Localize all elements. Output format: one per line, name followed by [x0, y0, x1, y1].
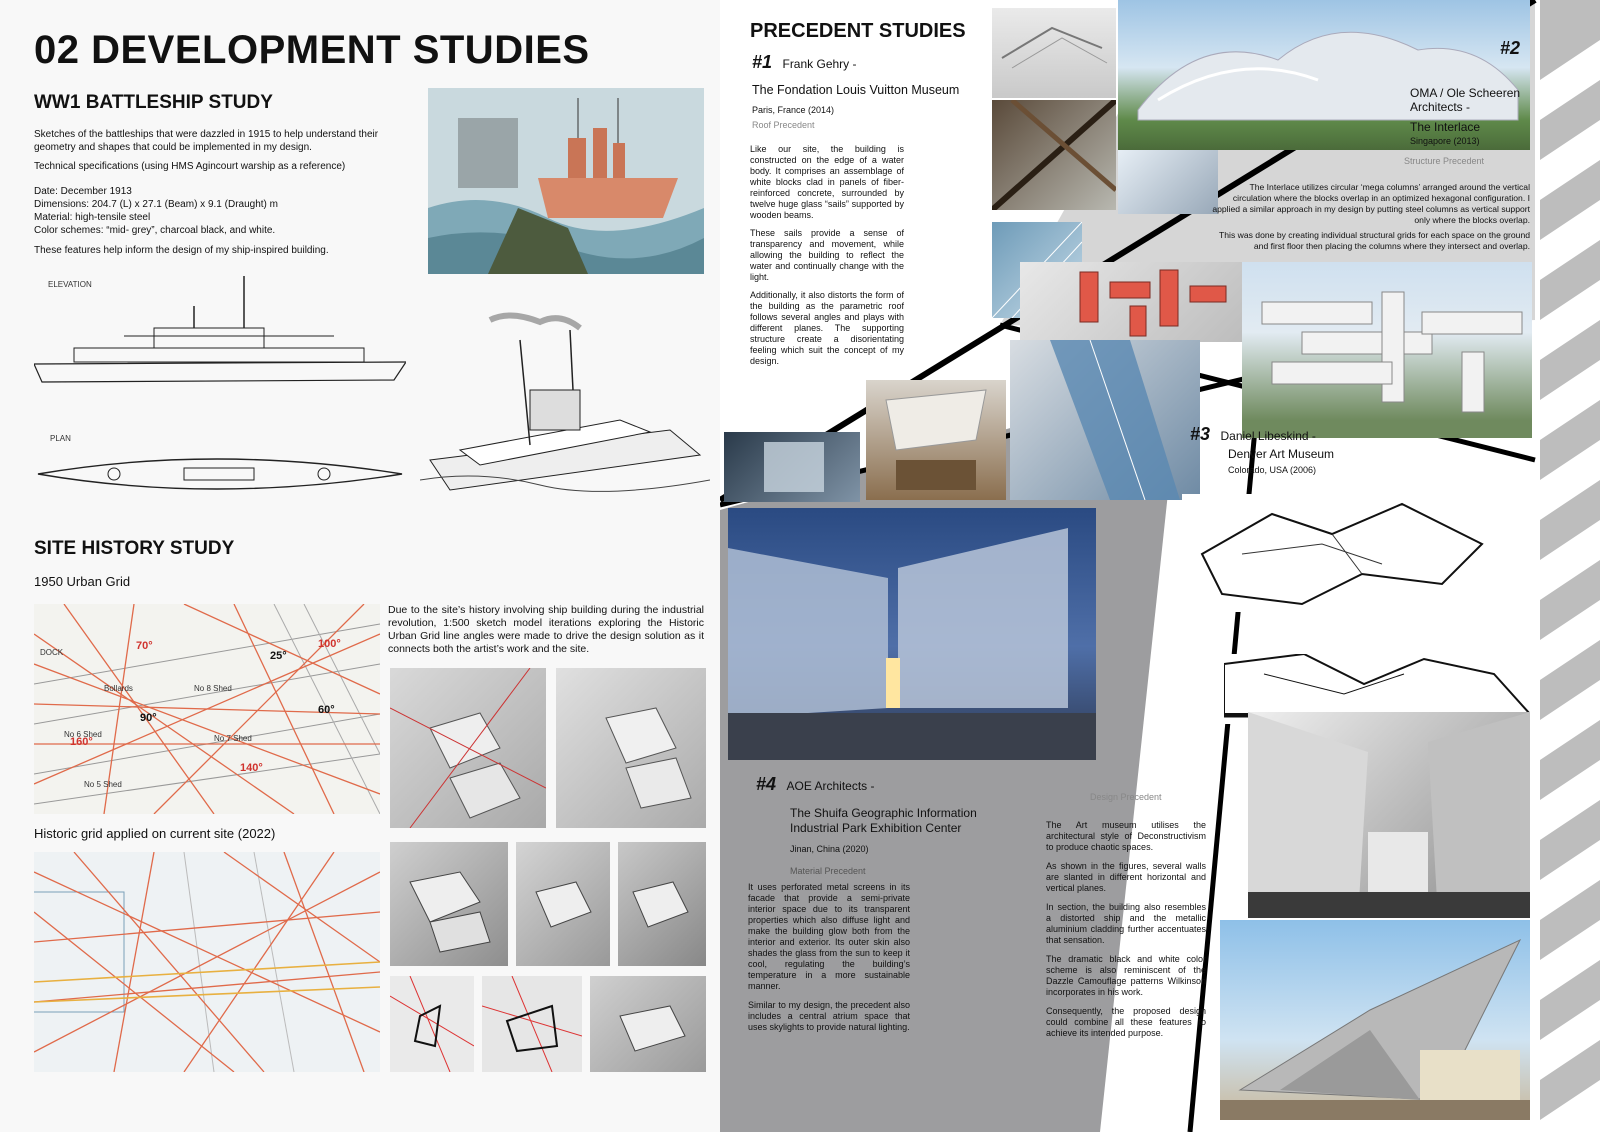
denver-plan-drawing	[1182, 494, 1506, 612]
battleship-color-illustration	[428, 88, 704, 274]
current-site-grid-map	[34, 852, 380, 1072]
sketch-model-photo-2	[556, 668, 706, 828]
urban-grid-1950-map	[34, 604, 380, 814]
interlace-building-photo	[1242, 262, 1532, 438]
precedent-1-project: The Fondation Louis Vuitton Museum	[752, 83, 960, 97]
precedent-heading: PRECEDENT STUDIES	[750, 20, 966, 42]
sketch-model-photo-5	[618, 842, 706, 966]
angle-140: 140°	[240, 762, 263, 774]
sketch-model-photo-1	[390, 668, 546, 828]
precedent-3-para-2: As shown in the figures, several walls are slanted in different horizontal and vertical planes.	[1046, 861, 1206, 893]
sketch-model-photo-8	[590, 976, 706, 1072]
battleship-elevation-sketch	[34, 276, 406, 386]
battleship-plan-sketch	[34, 430, 406, 510]
precedent-2-location: Singapore (2013)	[1410, 136, 1480, 146]
page-title: 02 DEVELOPMENT STUDIES	[34, 28, 590, 72]
precedent-3-text	[1046, 820, 1206, 1039]
left-page	[0, 0, 720, 1132]
shuifa-atrium-photo	[866, 380, 1006, 500]
precedent-3-block	[1190, 424, 1450, 475]
right-page	[720, 0, 1600, 1132]
precedent-3-number: #3	[1190, 424, 1211, 444]
precedent-1-architect: Frank Gehry -	[782, 57, 857, 71]
louis-vuitton-photo-beams	[992, 100, 1116, 210]
precedent-4-para-2: Similar to my design, the precedent also includes a central atrium space that uses skylights to provide natural lighting.	[748, 1000, 910, 1032]
angle-90: 90°	[140, 712, 157, 724]
tech-spec-title: Technical specifications (using HMS Agincourt warship as a reference)	[34, 161, 346, 172]
interlace-model-photo	[1020, 262, 1242, 342]
map-label-shed-8: No 8 Shed	[194, 684, 232, 693]
precedent-4-para-1: It uses perforated metal screens in its facade that provide a semi-private interior space due to its transparent properties which also diffuse light and make the building glow both from the interior and exterior. Its outer skin also shades the glass from the sun to keep it cool, regulating the building’s temperature in a more sustainable manner.	[748, 882, 910, 991]
battleship-perspective-sketch	[420, 310, 710, 500]
map-label-shed-6: No 6 Shed	[64, 730, 102, 739]
map-label-dock: DOCK	[40, 648, 64, 657]
denver-interior-photo	[1248, 712, 1530, 918]
sketch-model-photo-7	[482, 976, 582, 1072]
battleship-intro: Sketches of the battleships that were dazzled in 1915 to help understand their geometry and shapes that could be implemented in my design.	[34, 129, 379, 153]
spec-colors: Color schemes: “mid- grey”, charcoal black, and white.	[34, 225, 276, 236]
site-history-heading: SITE HISTORY STUDY	[34, 538, 235, 559]
grid-2022-label: Historic grid applied on current site (2022)	[34, 826, 276, 841]
plan-label: PLAN	[50, 434, 71, 443]
precedent-1-para-2: These sails provide a sense of transparency and movement, while allowing the building to reflect the water and continually change with the light.	[750, 228, 904, 282]
precedent-1-block	[752, 52, 982, 130]
shuifa-night-facade-photo	[728, 508, 1096, 760]
map-label-shed-5: No 5 Shed	[84, 780, 122, 789]
precedent-1-type: Roof Precedent	[752, 120, 815, 130]
precedent-2-text	[1210, 182, 1530, 252]
map-label-shed-7: No 7 Shed	[214, 734, 252, 743]
precedent-4-type: Material Precedent	[790, 866, 866, 876]
spec-date: Date: December 1913	[34, 186, 132, 197]
precedent-4-text	[748, 882, 910, 1033]
precedent-1-text	[750, 144, 904, 367]
precedent-2-para-1: The Interlace utilizes circular ‘mega columns’ arranged around the vertical circulation where the blocks overlap in an optimized hexagonal configuration. I applied a similar approach in my design by putting steel columns as vertical support only where the blocks overlap.	[1212, 182, 1530, 225]
map-label-bollards: Bollards	[104, 684, 133, 693]
precedent-3-project: Denver Art Museum	[1228, 447, 1335, 461]
angle-160: 160°	[70, 736, 93, 748]
shuifa-aerial-photo	[724, 432, 860, 502]
angle-70: 70°	[136, 640, 153, 652]
precedent-3-para-1: The Art museum utilises the architectural style of Deconstructivism to produce chaotic spaces.	[1046, 820, 1206, 852]
angle-100: 100°	[318, 638, 341, 650]
angle-60: 60°	[318, 704, 335, 716]
precedent-1-para-3: Additionally, it also distorts the form of the building as the parametric roof follows several angles and plays with different planes. The supporting structure create a disorientating feeling which suit the concept of my design.	[750, 290, 904, 366]
louis-vuitton-photo-sail	[1118, 150, 1218, 214]
precedent-2-architect: OMA / Ole Scheeren Architects -	[1410, 86, 1521, 114]
precedent-3-para-4: The dramatic black and white color scheme is also reminiscent of the Dazzle Camouflage patterns Wilkinson incorporates in his work.	[1046, 954, 1206, 997]
precedent-3-location: Colorado, USA (2006)	[1228, 465, 1317, 475]
precedent-4-block	[756, 774, 996, 795]
spec-material: Material: high-tensile steel	[34, 212, 151, 223]
spec-dimensions: Dimensions: 204.7 (L) x 27.1 (Beam) x 9.1 (Draught) m	[34, 199, 278, 210]
precedent-1-location: Paris, France (2014)	[752, 105, 835, 115]
sketch-model-photo-6	[390, 976, 474, 1072]
denver-exterior-photo	[1220, 920, 1530, 1120]
precedent-1-para-1: Like our site, the building is constructed on the edge of a water body. It comprises an assemblage of white blocks clad in panels of fiber-reinforced concrete, surrounded by twelve huge glass “sails” supported by wooden beams.	[750, 144, 904, 220]
precedent-3-para-3: In section, the building also resembles a distorted ship and the metallic aluminium cladding further accentuates that sensation.	[1046, 902, 1206, 945]
sketch-model-photo-4	[516, 842, 610, 966]
precedent-4-project: The Shuifa Geographic Information Industrial Park Exhibition Center	[790, 806, 977, 835]
precedent-3-type: Design Precedent	[1090, 792, 1162, 802]
urban-grid-1950-label: 1950 Urban Grid	[34, 574, 131, 589]
precedent-2-project: The Interlace	[1410, 120, 1481, 134]
precedent-2-para-2: This was done by creating individual structural grids for each space on the ground and first floor then placing the columns where they intersect and overlap.	[1219, 230, 1530, 251]
shuifa-skylight-photo	[1010, 340, 1200, 500]
battleship-heading: WW1 BATTLESHIP STUDY	[34, 92, 273, 113]
precedent-2-number: #2	[1500, 38, 1521, 58]
precedent-4-architect: AOE Architects -	[786, 779, 875, 793]
louis-vuitton-photo-roof	[992, 8, 1116, 98]
precedent-4-location: Jinan, China (2020)	[790, 844, 869, 854]
precedent-4-number: #4	[756, 774, 777, 794]
battleship-closing: These features help inform the design of my ship-inspired building.	[34, 245, 329, 256]
spec-list	[34, 185, 414, 237]
precedent-3-architect: Daniel Libeskind -	[1220, 429, 1316, 443]
precedent-1-number: #1	[752, 52, 773, 72]
precedent-2-type: Structure Precedent	[1404, 156, 1485, 166]
precedent-3-para-5: Consequently, the proposed design could combine all these features to achieve its intended purpose.	[1046, 1006, 1206, 1038]
elevation-label: ELEVATION	[48, 280, 92, 289]
sketch-model-photo-3	[390, 842, 508, 966]
site-history-description: Due to the site’s history involving ship building during the industrial revolution, 1:500 sketch model iterations exploring the Historic Urban Grid line angles were made to drive the design solution as it connects both the artist’s work and the site.	[388, 604, 704, 655]
angle-25: 25°	[270, 650, 287, 662]
